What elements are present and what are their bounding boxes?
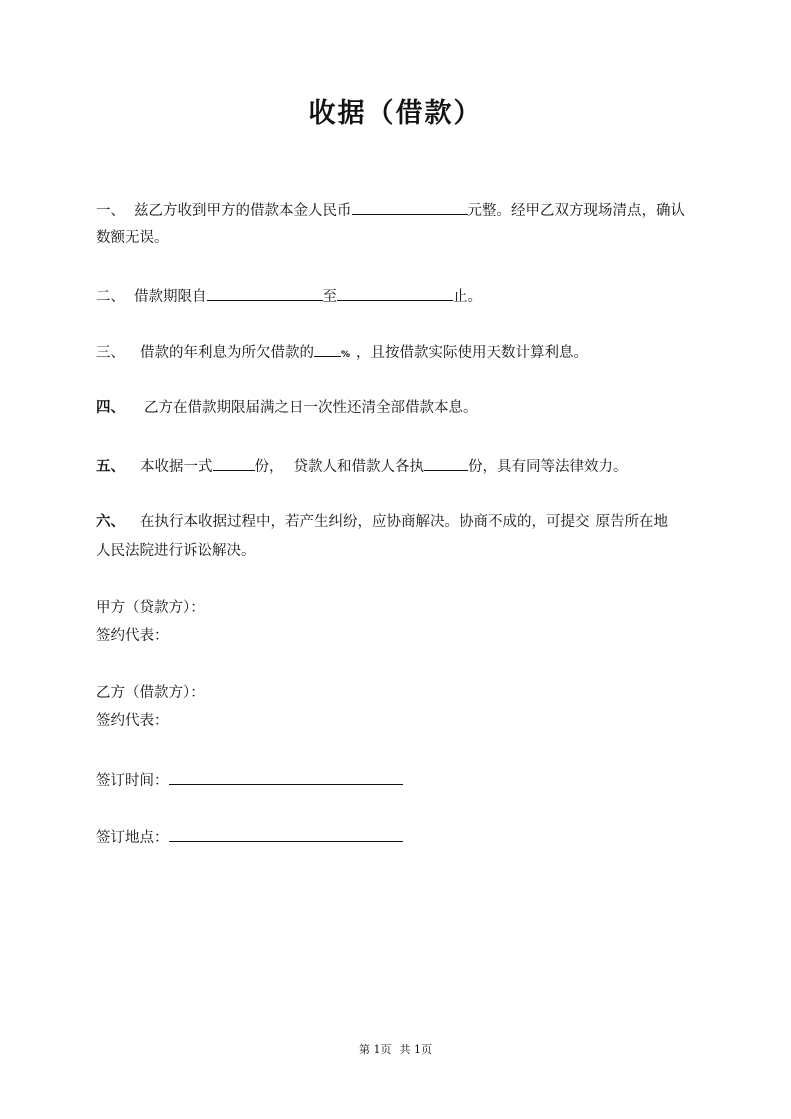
sign-time-blank[interactable] (169, 769, 403, 785)
clause-2-text-a: 借款期限自 (134, 289, 207, 305)
percent-sign: % (341, 350, 351, 360)
document-title: 收据（借款） (308, 98, 483, 129)
clause-6-text-b: 原告所在地 (595, 514, 668, 530)
sign-place-line (96, 826, 403, 848)
page-total: 共 1页 (399, 1043, 432, 1056)
clause-1-line-1 (96, 199, 685, 221)
clause-2-number: 二、 (96, 289, 125, 305)
clause-5-text-b: 份， (254, 459, 284, 475)
party-a-representative-label: 签约代表： (96, 628, 169, 644)
clause-3-line (96, 341, 588, 365)
clause-3-text-b: ，且按借款实际使用天数计算利息。 (356, 345, 589, 361)
page-footer (0, 1042, 791, 1058)
clause-6-number: 六、 (96, 514, 125, 530)
clause-5-number: 五、 (96, 459, 125, 475)
sign-place-label: 签订地点： (96, 830, 169, 846)
clause-6-text-c: 人民法院进行诉讼解决。 (96, 543, 256, 559)
clause-6-line-2 (96, 541, 256, 561)
clause-5-line (96, 455, 628, 477)
clause-4-number: 四、 (96, 400, 125, 416)
clause-6-text-a: 在执行本收据过程中，若产生纠纷，应协商解决。协商不成的，可提交 (140, 514, 590, 530)
clause-5-text-d: 份，具有同等法律效力。 (468, 459, 628, 475)
sign-time-label: 签订时间： (96, 773, 169, 789)
clause-4-text-a: 乙方在借款期限届满之日一次性还清全部借款本息。 (144, 400, 478, 416)
clause-5-text-a: 本收据一式 (140, 459, 213, 475)
clause-3-text-a: 借款的年利息为所欠借款的 (140, 345, 314, 361)
party-a-label: 甲方（贷款方）： (96, 600, 205, 616)
sign-place-blank[interactable] (169, 826, 403, 842)
clause-1-number: 一、 (96, 203, 125, 219)
clause-1-text-c: 数额无误。 (96, 230, 169, 246)
clause-1-line-2 (96, 228, 169, 248)
clause-4-line (96, 398, 478, 418)
clause-2-text-b: 至 (322, 289, 337, 305)
clause-5-text-c: 贷款人和借款人各执 (293, 459, 424, 475)
clause-2-line (96, 285, 482, 307)
principal-amount-blank[interactable] (352, 199, 468, 215)
sign-time-line (96, 769, 403, 791)
clause-3-number: 三、 (96, 345, 125, 361)
copies-total-blank[interactable] (213, 455, 255, 471)
clause-1-text-b: 元整。经甲乙双方现场清点，确认 (467, 203, 685, 219)
clause-2-text-c: 止。 (453, 289, 482, 305)
page-number: 第 1页 (359, 1043, 392, 1056)
clause-6-line-1 (96, 512, 668, 532)
party-b-representative-label: 签约代表： (96, 713, 169, 729)
loan-end-date-blank[interactable] (337, 285, 453, 301)
clause-1-text-a: 兹乙方收到甲方的借款本金人民币 (134, 203, 352, 219)
copies-each-blank[interactable] (424, 455, 468, 471)
interest-rate-blank[interactable] (314, 341, 341, 357)
party-b-label: 乙方（借款方）： (96, 685, 205, 701)
loan-start-date-blank[interactable] (207, 285, 323, 301)
